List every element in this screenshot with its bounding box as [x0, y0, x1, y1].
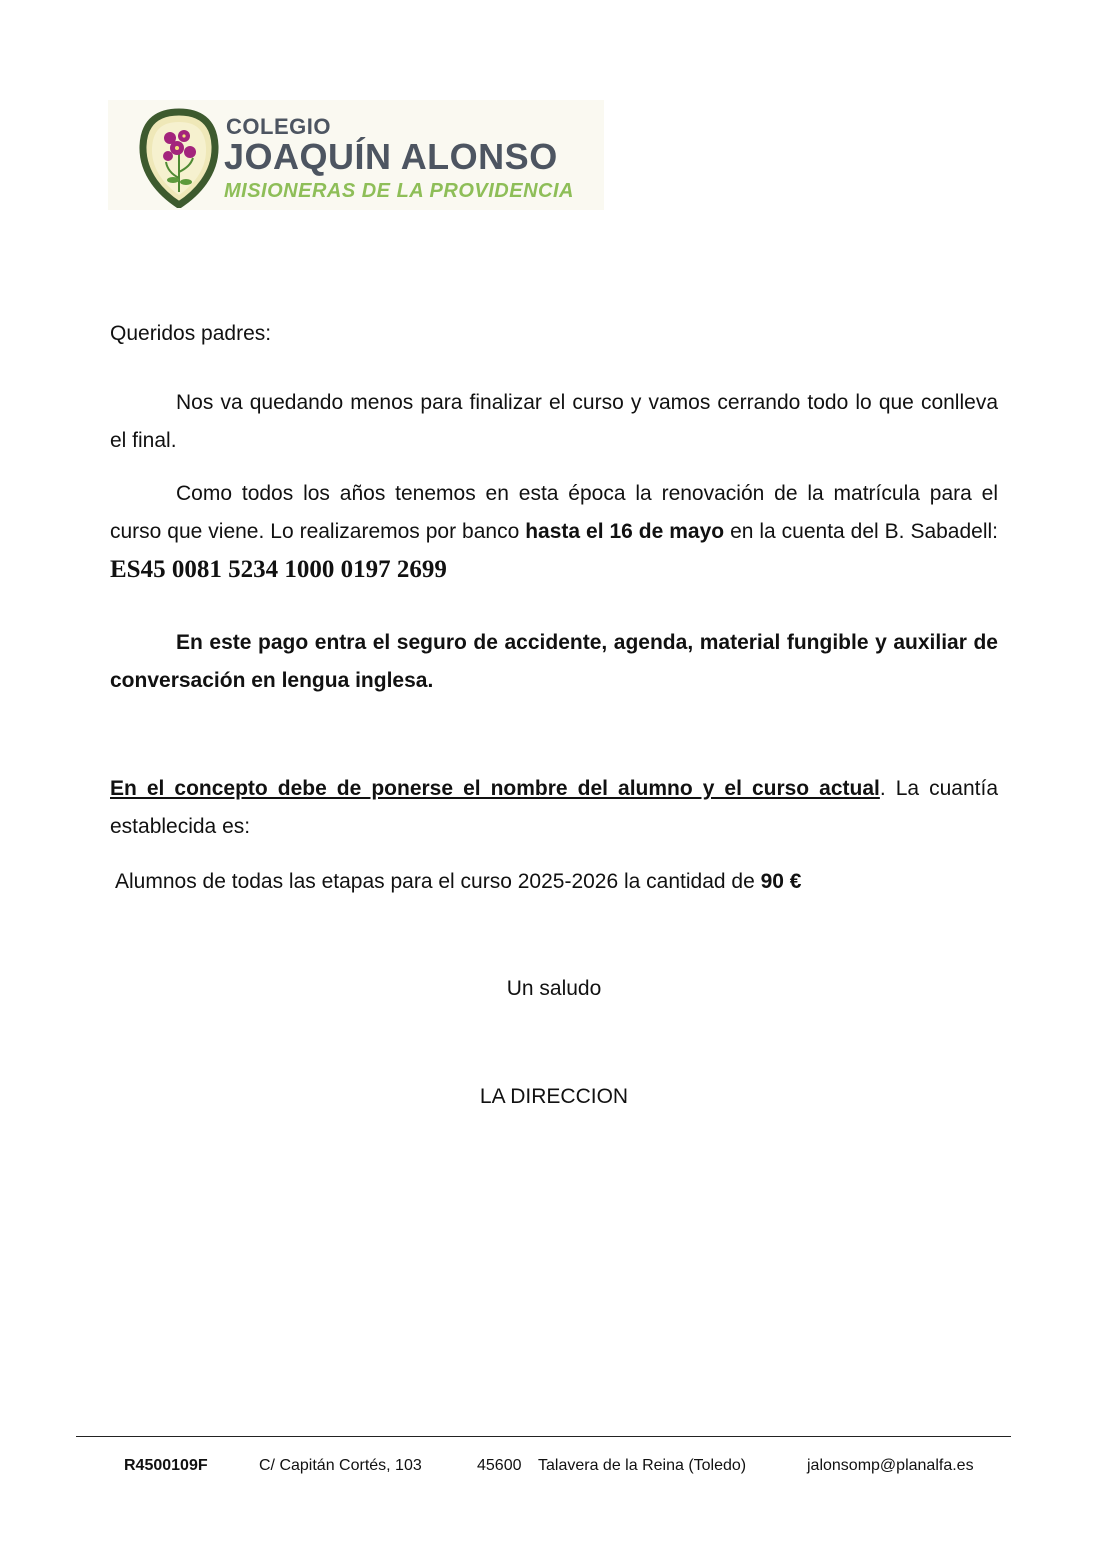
footer-code: R4500109F	[124, 1457, 208, 1474]
footer-email[interactable]: jalonsomp@planalfa.es	[807, 1457, 974, 1474]
paragraph-included-items: En este pago entra el seguro de accidente, agenda, material fungible y auxiliar de conversación en lengua inglesa.	[110, 631, 998, 692]
footer-address: C/ Capitán Cortés, 103	[259, 1457, 422, 1474]
paragraph-enrollment	[110, 475, 998, 590]
logo-subtitle: MISIONERAS DE LA PROVIDENCIA	[224, 180, 574, 202]
iban-number: ES45 0081 5234 1000 0197 2699	[110, 556, 447, 583]
paragraph-amount	[115, 863, 1003, 901]
enrollment-text: Como todos los años tenemos en esta época la renovación de la matrícula para el curso que viene. Lo realizaremos por banco	[110, 482, 998, 543]
deadline-text: hasta el 16 de mayo	[525, 520, 725, 543]
amount-value: 90 €	[760, 870, 802, 893]
bank-text: en la cuenta del B. Sabadell:	[724, 520, 999, 543]
amount-text: Alumnos de todas las etapas para el curso 2025-2026 la cantidad de	[115, 870, 761, 893]
closing: Un saludo	[506, 977, 602, 1000]
paragraph-concept	[110, 770, 998, 846]
signature: LA DIRECCION	[479, 1085, 629, 1108]
footer-city: Talavera de la Reina (Toledo)	[538, 1457, 747, 1474]
footer-divider	[76, 1436, 1011, 1437]
paragraph-intro: Nos va quedando menos para finalizar el curso y vamos cerrando todo lo que conlleva el final.	[110, 391, 998, 452]
concept-instruction: En el concepto debe de ponerse el nombre del alumno y el curso actual	[110, 777, 880, 800]
logo-school-name: JOAQUÍN ALONSO	[224, 136, 558, 177]
school-logo	[108, 100, 604, 210]
footer-postal-code: 45600	[477, 1457, 522, 1474]
school-crest-icon	[138, 108, 220, 208]
concept-rest: . La cuantía establecida es:	[110, 777, 998, 838]
greeting: Queridos padres:	[110, 322, 272, 345]
logo-colegio-text: COLEGIO	[226, 114, 331, 139]
